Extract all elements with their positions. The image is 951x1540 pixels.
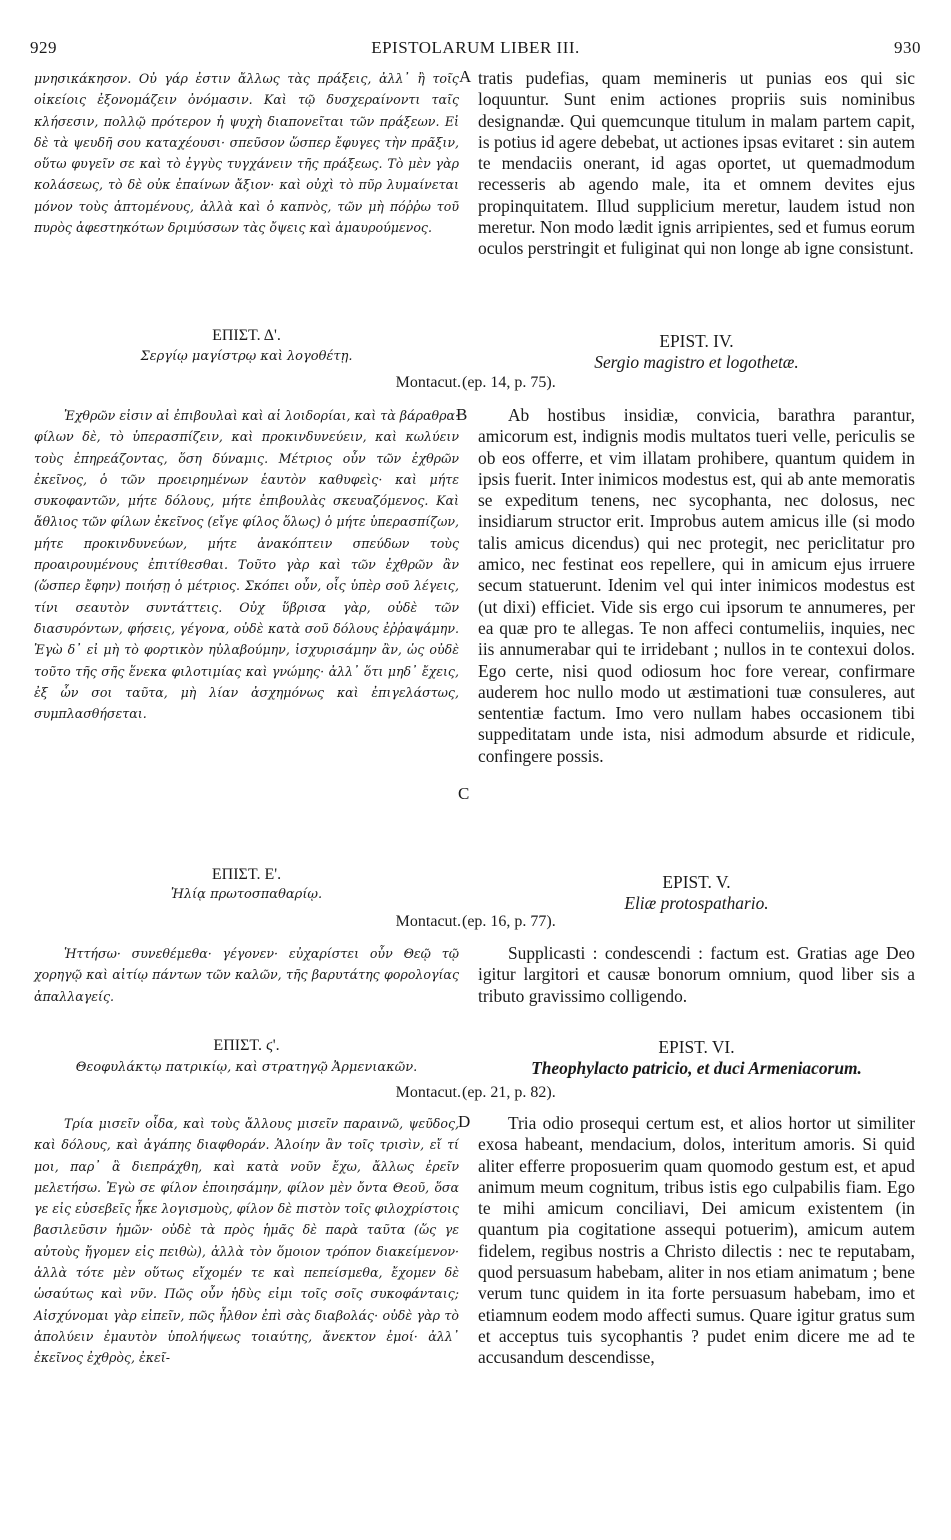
running-header (30, 38, 921, 62)
greek-heading: ΕΠΙΣΤ. Δ'. (212, 327, 281, 344)
greek-paragraph: μνησικάκησον. Οὐ γάρ ἐστιν ἄλλως τὰς πράξεις, ἀλλ᾽ ἢ τοῖς οἰκείοις ἐξονομάζειν ὀνόμασιν. Καὶ τῷ δυσχεραίνοντι ταῖς κλήσεσιν, πολλῷ πρότερον ἡ ψυχὴ διαπονεῖται τῶν πράξεων. Εἰ δὲ τὰ ψευδῆ σου καταχέουσι· σπεῦσον ὥσπερ ἔφυγες τὴν πρᾶξιν, οὕτω φυγεῖν σε καὶ τὸ ἐγγὺς τυγχάνειν τῆς πράξεως. Τὸ μὲν γὰρ κολάσεως, τὸ δὲ οὐκ ἐπαίνων ἄξιον· καὶ οὐχὶ τὸ πῦρ λυμαίνεται μόνον τοὺς ἁπτομένους, ἀλλὰ καὶ ὁ καπνὸς, τῶν μὴ πόῤῥω τοῦ πυρὸς ἀφεστηκότων δριμύσσων τὰς ὄψεις καὶ ἀμαυρούμενος. (34, 71, 459, 236)
source-ep4-right: (ep. 14, p. 75). (462, 374, 556, 391)
latin-epistle-6-head (478, 1037, 915, 1079)
greek-epistle-6-body (34, 1113, 459, 1369)
latin-epistle-5-head (478, 872, 915, 914)
source-ep5-left: Montacut. (395, 913, 461, 930)
greek-heading: ΕΠΙΣΤ. Ε'. (211, 866, 282, 883)
page-number-right: 930 (894, 38, 921, 57)
greek-paragraph: Ἡττήσω· συνεθέμεθα· γέγονεν· εὐχαρίστει οὖν Θεῷ τῷ χορηγῷ καὶ αἰτίῳ πάντων τῶν καλῶν, τῆς βαρυτάτης φορολογίας ἀπαλλαγείς. (34, 946, 459, 1004)
latin-epistle-6-body (478, 1113, 915, 1369)
latin-paragraph: tratis pudefias, quam memineris ut punias eos qui sic loquuntur. Sunt enim actiones propriis suis nominibus designandæ. Qui quemcunque titulum in malam partem capit, is potius id agere debebat, ut actiones ipsas evitaret : sin autem te mendaciis onerant, id agas oportet, ut quemadmodum recesseris ab agendo male, ita et omnem devites ejus propinquitatem. Illud supplicium meretur, laudem istud non meretur. Non modo lædit ignis arripientes, sed et fumus eorum oculos perstringit et fuliginat qui non longe ab igne consistunt. (478, 68, 915, 259)
latin-heading: EPIST. IV. (659, 331, 734, 351)
latin-paragraph: Supplicasti : condescendi : factum est. Gratias age Deo igitur largitori et causæ bonorum omnium, quod liber sis a tributo gravissimo colligendo. (478, 943, 915, 1006)
source-ep6-right: (ep. 21, p. 82). (462, 1084, 556, 1101)
greek-epistle-4-body (34, 405, 459, 724)
latin-paragraph: Tria odio prosequi certum est, et alios hortor ut similiter exosa habeant, mendacium, dolos, interitum amoris. Si quid aliter efferre proposuerim quam quomodo gestum est, et apud animum meum cognitum, tribus istis ego culpabilis fiam. Ego te mihi amicum conciliavi, Dei amicum existentem (in quantum pia cogitatione assequi potuerim), amicum autem fidelem, regibus nostris a Christo dilectis : nec te reputabam, quod persuasum habebam, aliter in nos etiam animatum ; bene verum tunc quidem in ita forte persuasum habebam, imo et etiamnum eodem modo affecti sumus. Quare igitur gratus sum et acceptus tuis sycophantis ? pudet enim dicere me ad te accusandum descendisse, (478, 1113, 915, 1368)
margin-mark-d: D (458, 1112, 471, 1131)
latin-paragraph: Ab hostibus insidiæ, convicia, barathra parantur, amicorum est, indignis modis multatos tueri velle, periculis se ob eos offerre, et vim illatam prohibere, quantum quidem in ipsis fuerit. Inter inimicos modestus est, qui ab ante memoratis se expeditum tenens, nec sycophanta, nec dolosus, nec insidiarum structor erit. Improbus autem amicus ille (si modo talis amicus dicendus) qui nec protegit, nec periclitatur pro amico, nec festinat eos repellere, qui in amicum ejus irruere secum statuerunt. Idenim vel qui inter inimicos modestus est (ut dixi) efficiet. Vide sis ergo cui ipsorum te annumeres, per ea quæ pro te allegas. Te non affeci contumeliis, inquies, nec iis annumerabar qui te irridebant ; nullos in te contexui dolos. Ego certe, nisi quod odiosum hoc fore verear, confirmare auderem hoc nullo modo ut æstimationi tuæ consuleres, aut sententiæ factum. Imo vero nullam habes occasionem tibi suppeditatam unde ista, nisi admodum absurde et ridicule, confingere possis. (478, 405, 915, 766)
greek-address: Σεργίῳ μαγίστρῳ καὶ λογοθέτῃ. (140, 349, 353, 364)
page-number-left: 929 (30, 38, 57, 57)
greek-paragraph: Ἐχθρῶν εἰσιν αἱ ἐπιβουλαὶ καὶ αἱ λοιδορίαι, καὶ τὰ βάραθρα· φίλων δὲ, τὸ ὑπερασπίζειν, καὶ προκινδυνεύειν, καὶ κωλύειν τοὺς ἐπηρεάζοντας, ὅση δύναμις. Μέτριος οὖν τῶν ἐχθρῶν ἐκεῖνος, ὁ τῶν προειρημένων ἑαυτὸν καθυφεὶς· καὶ μήτε συκοφαντῶν, μήτε δόλους, μήτε ἐπιβουλὰς σκευαζόμενος. Καὶ ἄθλιος τῶν φίλων ἐκεῖνος (εἴγε φίλος ὅλως) ὁ μήτε ὑπερασπίζων, μήτε προκινδυνεύων, μήτε ἀνακόπτειν σπεύδων τοὺς προαιρουμένους ἐπιτίθεσθαι. Τοῦτο γὰρ καὶ τῶν ἐχθρῶν ἂν (ὥσπερ ἔφην) ποιήσῃ ὁ μέτριος. Σκόπει οὖν, οἷς ὑπὲρ σοῦ λέγεις, τίνι σεαυτὸν συντάττεις. Οὐχ ὕβρισα γὰρ, οὐδὲ τῶν διασυρόντων, φήσεις, γέγονα, οὐδὲ κατὰ σοῦ δόλους ἐῤῥαψάμην. Ἐγὼ δ᾽ εἰ μὴ τὸ φορτικὸν ηὐλαβούμην, ἰσχυρισάμην ἂν, ὡς οὐδὲ τοῦτο τῆς σῆς ἕνεκα φιλοτιμίας καὶ γνώμης· ἀλλ᾽ ὅτι μηδ᾽ ἔχεις, ἐξ ὧν σοι ταῦτα, μὴ λίαν ἀσχημόνως καὶ ἐπιγελάστως, συμπλασθήσεται. (34, 408, 459, 722)
latin-address: Theophylacto patricio, et duci Armeniacorum. (531, 1058, 862, 1078)
greek-epistle-6-head (34, 1037, 459, 1075)
greek-epistle-5-head (34, 866, 459, 902)
latin-heading: EPIST. VI. (658, 1037, 735, 1057)
source-ep6-left: Montacut. (395, 1084, 461, 1101)
greek-address: Ἠλίᾳ πρωτοσπαθαρίῳ. (170, 887, 323, 902)
source-ep5-right: (ep. 16, p. 77). (462, 913, 556, 930)
greek-epistle-4-head (34, 327, 459, 364)
source-ep4-left: Montacut. (395, 374, 461, 391)
latin-epistle-5-body (478, 943, 915, 1007)
latin-heading: EPIST. V. (662, 872, 731, 892)
greek-paragraph: Τρία μισεῖν οἶδα, καὶ τοὺς ἄλλους μισεῖν παραινῶ, ψεῦδος, καὶ δόλους, καὶ ἀγάπης διαφθοράν. Ἁλοίην ἂν τοῖς τρισὶν, εἴ τί μοι, παρ᾽ ἃ διεπράχθη, καὶ κατὰ νοῦν ἔχω, ἄλλως ἐρεῖν μελετήσω. Ἐγὼ σε φίλον ἐποιησάμην, φίλον μὲν ὄντα Θεοῦ, ὅσα γε εἰς εὐσεβεῖς ἧκε λογισμοὺς, φίλον δὲ πιστὸν τοῖς φιλοχρίστοις βασιλεῦσιν ἡμῶν· οὐδὲ τὰ πρὸς ἡμᾶς δὲ παρὰ ταῦτα (ὥς γε αὐτοὺς ἤγομεν εἰς πειθὼ), ἀλλὰ τὸν ὅμοιον τρόπον διακείμενον· ἀλλὰ τότε μὲν οὕτως εἴχομέν τε καὶ πεπείσμεθα, ἔχομεν δὲ ὡσαύτως καὶ νῦν. Πῶς οὖν ἡδὺς εἰμι τοῖς σοῖς συκοφάνταις; Αἰσχύνομαι γὰρ εἰπεῖν, πῶς ἦλθον ἐπὶ σὰς διαβολάς· οὐδὲ γὰρ τὸ ἀπολύειν ἐμαυτὸν ὑπολήψεως τοιαύτης, ἄνεκτον ἐμοί· ἀλλ᾽ ἐκεῖνος ἐχθρὸς, ἐκεῖ- (34, 1116, 459, 1366)
margin-mark-a: A (459, 67, 472, 86)
running-title: EPISTOLARUM LIBER III. (371, 38, 580, 57)
latin-address: Eliæ protospathario. (624, 893, 769, 913)
greek-epistle-5-body (34, 943, 459, 1007)
latin-address: Sergio magistro et logothetæ. (594, 352, 799, 372)
margin-mark-c: C (458, 784, 470, 803)
greek-heading: ΕΠΙΣΤ. ϛ'. (213, 1037, 280, 1054)
latin-continuation (478, 68, 915, 260)
greek-continuation (34, 68, 459, 238)
latin-epistle-4-body (478, 405, 915, 767)
greek-address: Θεοφυλάκτῳ πατρικίῳ, καὶ στρατηγῷ Ἀρμενιακῶν. (75, 1060, 418, 1075)
latin-epistle-4-head (478, 331, 915, 373)
margin-mark-b: B (456, 405, 468, 424)
